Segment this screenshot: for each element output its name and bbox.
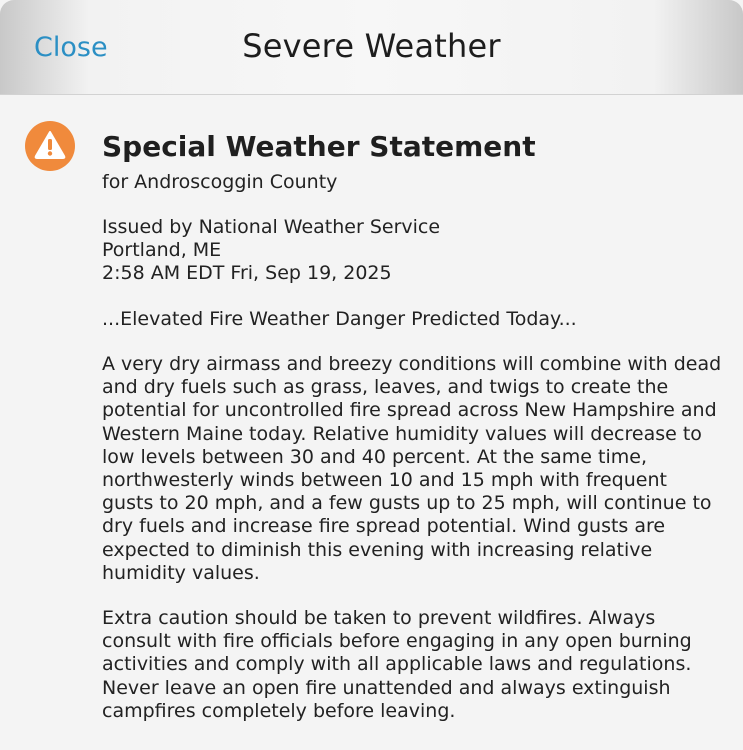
issued-block [102, 216, 722, 285]
alert-area: for Androscoggin County [102, 171, 338, 193]
alert-headline: ...Elevated Fire Weather Danger Predicted Today... [102, 308, 577, 330]
alert-title: Special Weather Statement [102, 130, 536, 163]
issuing-office: Portland, ME [102, 239, 222, 261]
alert-paragraph: Extra caution should be taken to prevent wildfires. Always consult with fire officials before engaging in any open burning activities and comply with all applicable laws and regulations. Never leave an open fire unattended and always extinguish campfires completely before leaving. [102, 607, 692, 722]
warning-icon [25, 121, 75, 171]
close-button[interactable]: Close [34, 32, 108, 63]
header-title: Severe Weather [242, 27, 501, 65]
issued-by: Issued by National Weather Service [102, 216, 441, 238]
alert-content [102, 128, 722, 723]
alert-paragraph: A very dry airmass and breezy conditions will combine with dead and dry fuels such as grass, leaves, and twigs to create the potential for uncontrolled fire spread across New Hampshire and Western Maine today. Relative humidity values will decrease to low levels between 30 and 40 percent. At the same time, northwesterly winds between 10 and 15 mph with frequent gusts to 20 mph, and a few gusts up to 25 mph, will continue to dry fuels and increase fire spread potential. Wind gusts are expected to diminish this evening with increasing relative humidity values. [102, 353, 722, 584]
issued-time: 2:58 AM EDT Fri, Sep 19, 2025 [102, 262, 392, 284]
navigation-header [0, 0, 743, 95]
